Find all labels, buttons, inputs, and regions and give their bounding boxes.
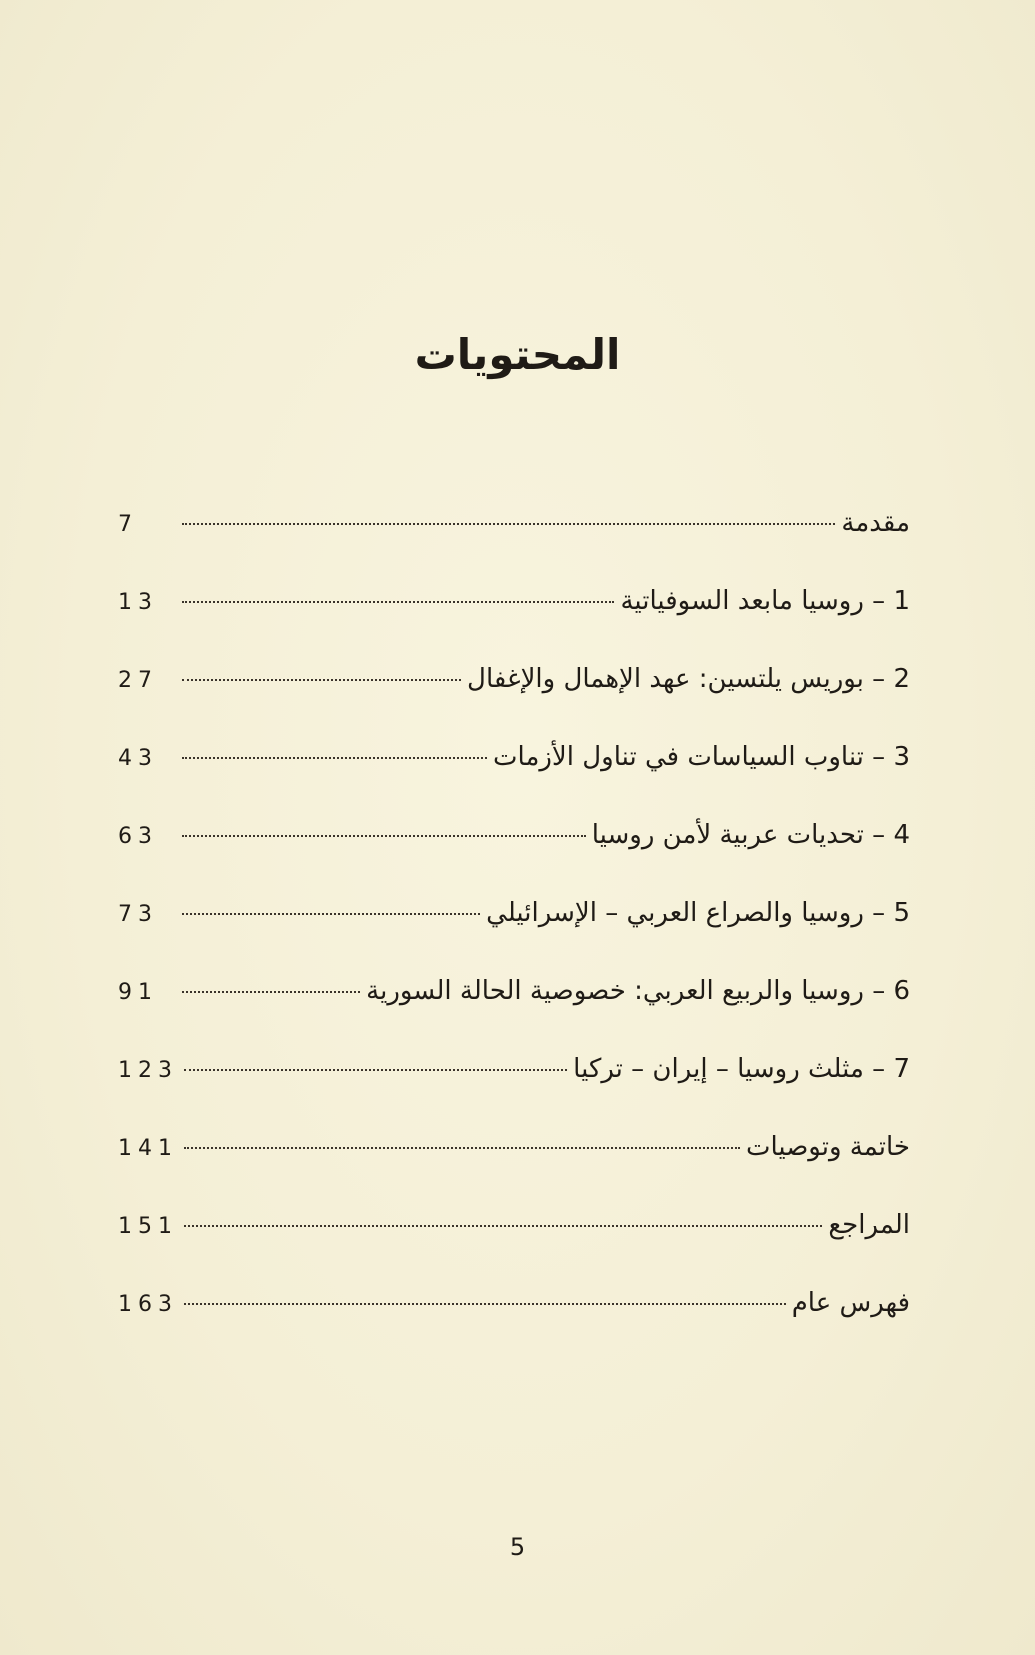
- toc-row-index: [118, 1288, 910, 1366]
- toc-page-number: 43: [118, 746, 158, 771]
- toc-page-number: 13: [118, 590, 158, 615]
- dot-leader: [184, 1225, 822, 1227]
- dot-leader: [182, 835, 586, 837]
- toc-entry-title: خاتمة وتوصيات: [745, 1132, 910, 1162]
- toc-entry-title: مقدمة: [841, 508, 910, 538]
- dot-leader: [184, 1069, 567, 1071]
- toc-row-chapter-5: [118, 898, 910, 976]
- toc-row-intro: [118, 508, 910, 586]
- toc-page-number: 141: [118, 1136, 178, 1161]
- toc-row-chapter-3: [118, 742, 910, 820]
- dot-leader: [182, 913, 480, 915]
- table-of-contents: [118, 508, 910, 1366]
- toc-page-number: 7: [118, 512, 138, 537]
- toc-entry-title: 5 – روسيا والصراع العربي – الإسرائيلي: [486, 898, 910, 928]
- toc-page-number: 27: [118, 668, 158, 693]
- page-number: 5: [509, 1533, 526, 1561]
- page-title: المحتويات: [414, 330, 621, 379]
- toc-entry-title: المراجع: [828, 1210, 910, 1240]
- dot-leader: [182, 991, 360, 993]
- toc-entry-title: 3 – تناوب السياسات في تناول الأزمات: [493, 742, 910, 772]
- dot-leader: [182, 757, 487, 759]
- toc-row-references: [118, 1210, 910, 1288]
- dot-leader: [182, 523, 835, 525]
- toc-row-chapter-4: [118, 820, 910, 898]
- toc-page-number: 91: [118, 980, 158, 1005]
- toc-row-chapter-7: [118, 1054, 910, 1132]
- toc-entry-title: 2 – بوريس يلتسين: عهد الإهمال والإغفال: [467, 664, 910, 694]
- toc-entry-title: 6 – روسيا والربيع العربي: خصوصية الحالة السورية: [366, 976, 910, 1006]
- toc-entry-title: 1 – روسيا مابعد السوفياتية: [620, 586, 910, 616]
- toc-entry-title: فهرس عام: [791, 1288, 910, 1318]
- toc-page-number: 151: [118, 1214, 178, 1239]
- toc-row-conclusion: [118, 1132, 910, 1210]
- dot-leader: [184, 1147, 740, 1149]
- toc-page-number: 73: [118, 902, 158, 927]
- toc-page-number: 163: [118, 1292, 178, 1317]
- toc-page-number: 123: [118, 1058, 178, 1083]
- toc-row-chapter-1: [118, 586, 910, 664]
- toc-entry-title: 7 – مثلث روسيا – إيران – تركيا: [573, 1054, 910, 1084]
- toc-row-chapter-2: [118, 664, 910, 742]
- toc-entry-title: 4 – تحديات عربية لأمن روسيا: [591, 820, 910, 850]
- toc-row-chapter-6: [118, 976, 910, 1054]
- dot-leader: [184, 1303, 786, 1305]
- dot-leader: [182, 679, 461, 681]
- dot-leader: [182, 601, 614, 603]
- toc-page-number: 63: [118, 824, 158, 849]
